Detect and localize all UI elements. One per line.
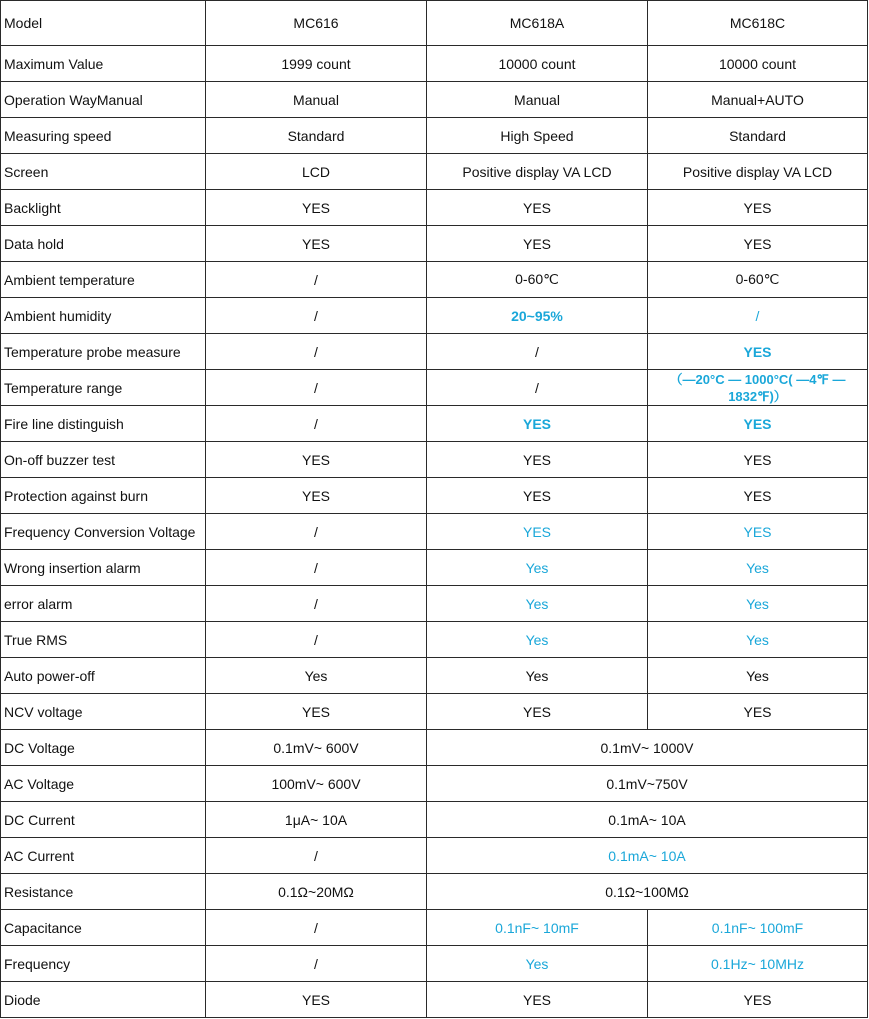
table-row: [1, 946, 868, 982]
spec-cell: /: [206, 298, 427, 334]
spec-cell: YES: [206, 478, 427, 514]
spec-cell: 0.1nF~ 100mF: [648, 910, 868, 946]
spec-cell: Manual: [206, 82, 427, 118]
spec-cell: /: [648, 298, 868, 334]
table-row: [1, 694, 868, 730]
table-row: [1, 622, 868, 658]
spec-cell: LCD: [206, 154, 427, 190]
spec-cell: /: [206, 838, 427, 874]
spec-cell: /: [206, 334, 427, 370]
spec-cell: /: [206, 946, 427, 982]
spec-cell: YES: [648, 406, 868, 442]
spec-cell: 0-60℃: [648, 262, 868, 298]
header-mc616: MC616: [206, 1, 427, 46]
spec-cell: Yes: [427, 946, 648, 982]
row-label: Temperature probe measure: [1, 334, 206, 370]
table-row: [1, 586, 868, 622]
spec-cell: 0.1mA~ 10A: [427, 838, 868, 874]
row-label: Maximum Value: [1, 46, 206, 82]
header-mc618c: MC618C: [648, 1, 868, 46]
row-label: DC Current: [1, 802, 206, 838]
spec-cell: 0.1Ω~100MΩ: [427, 874, 868, 910]
spec-cell: YES: [206, 442, 427, 478]
row-label: Frequency Conversion Voltage: [1, 514, 206, 550]
spec-cell: High Speed: [427, 118, 648, 154]
row-label: Operation WayManual: [1, 82, 206, 118]
table-row: [1, 838, 868, 874]
spec-cell: 10000 count: [648, 46, 868, 82]
spec-cell: /: [427, 334, 648, 370]
row-label: AC Current: [1, 838, 206, 874]
table-row: [1, 298, 868, 334]
table-row: [1, 370, 868, 406]
spec-cell: /: [206, 514, 427, 550]
spec-cell: /: [206, 406, 427, 442]
spec-cell: Manual: [427, 82, 648, 118]
spec-cell: Yes: [427, 622, 648, 658]
spec-cell: YES: [648, 190, 868, 226]
spec-cell: /: [206, 262, 427, 298]
table-row: [1, 190, 868, 226]
table-row: [1, 730, 868, 766]
spec-cell: /: [206, 586, 427, 622]
spec-cell: Yes: [427, 586, 648, 622]
spec-cell: Yes: [648, 622, 868, 658]
table-row: [1, 118, 868, 154]
spec-cell: YES: [206, 694, 427, 730]
spec-cell: 1μA~ 10A: [206, 802, 427, 838]
spec-cell: 0.1nF~ 10mF: [427, 910, 648, 946]
spec-cell: YES: [427, 694, 648, 730]
spec-cell: Standard: [206, 118, 427, 154]
table-row: [1, 658, 868, 694]
table-row: [1, 550, 868, 586]
row-label: Wrong insertion alarm: [1, 550, 206, 586]
spec-cell: Positive display VA LCD: [648, 154, 868, 190]
spec-cell: Yes: [427, 658, 648, 694]
row-label: Data hold: [1, 226, 206, 262]
spec-cell: YES: [648, 982, 868, 1018]
spec-cell: 0-60℃: [427, 262, 648, 298]
spec-cell: Yes: [206, 658, 427, 694]
spec-cell: YES: [648, 694, 868, 730]
row-label: On-off buzzer test: [1, 442, 206, 478]
row-label: Diode: [1, 982, 206, 1018]
row-label: Fire line distinguish: [1, 406, 206, 442]
row-label: DC Voltage: [1, 730, 206, 766]
spec-cell: 0.1mA~ 10A: [427, 802, 868, 838]
table-row: [1, 802, 868, 838]
table-row: [1, 766, 868, 802]
spec-cell: YES: [427, 226, 648, 262]
header-mc618a: MC618A: [427, 1, 648, 46]
spec-cell: YES: [427, 514, 648, 550]
spec-cell: Positive display VA LCD: [427, 154, 648, 190]
spec-cell: Yes: [648, 586, 868, 622]
table-row: [1, 514, 868, 550]
row-label: Screen: [1, 154, 206, 190]
spec-cell: 0.1Hz~ 10MHz: [648, 946, 868, 982]
spec-cell: YES: [648, 478, 868, 514]
table-row: [1, 874, 868, 910]
spec-cell: /: [206, 910, 427, 946]
spec-cell: YES: [427, 478, 648, 514]
spec-cell: YES: [427, 442, 648, 478]
spec-cell: Manual+AUTO: [648, 82, 868, 118]
spec-cell: 1999 count: [206, 46, 427, 82]
spec-cell: YES: [427, 190, 648, 226]
spec-cell: /: [206, 370, 427, 406]
row-label: error alarm: [1, 586, 206, 622]
row-label: Capacitance: [1, 910, 206, 946]
row-label: Temperature range: [1, 370, 206, 406]
table-row: [1, 154, 868, 190]
spec-cell: Yes: [427, 550, 648, 586]
row-label: Frequency: [1, 946, 206, 982]
row-label: AC Voltage: [1, 766, 206, 802]
table-row: [1, 262, 868, 298]
spec-cell: YES: [206, 226, 427, 262]
spec-cell: 0.1Ω~20MΩ: [206, 874, 427, 910]
spec-cell: 100mV~ 600V: [206, 766, 427, 802]
table-row: [1, 982, 868, 1018]
table-row: [1, 910, 868, 946]
spec-cell: /: [427, 370, 648, 406]
spec-cell: YES: [648, 442, 868, 478]
table-row: [1, 442, 868, 478]
spec-cell: 10000 count: [427, 46, 648, 82]
spec-cell: （—20°C — 1000°C( —4℉ —1832℉)）: [648, 370, 868, 406]
spec-cell: Standard: [648, 118, 868, 154]
row-label: True RMS: [1, 622, 206, 658]
table-row: [1, 334, 868, 370]
spec-table-body: [1, 1, 868, 1018]
spec-cell: /: [206, 550, 427, 586]
row-label: Ambient temperature: [1, 262, 206, 298]
row-label: NCV voltage: [1, 694, 206, 730]
spec-cell: 0.1mV~750V: [427, 766, 868, 802]
spec-cell: 0.1mV~ 600V: [206, 730, 427, 766]
table-row: [1, 82, 868, 118]
spec-cell: YES: [648, 334, 868, 370]
table-row: [1, 478, 868, 514]
header-row: [1, 1, 868, 46]
spec-cell: 0.1mV~ 1000V: [427, 730, 868, 766]
row-label: Protection against burn: [1, 478, 206, 514]
spec-cell: YES: [427, 982, 648, 1018]
row-label: Ambient humidity: [1, 298, 206, 334]
spec-cell: YES: [206, 982, 427, 1018]
spec-cell: YES: [206, 190, 427, 226]
table-row: [1, 46, 868, 82]
table-row: [1, 406, 868, 442]
header-model-label: Model: [1, 1, 206, 46]
spec-cell: YES: [648, 226, 868, 262]
row-label: Auto power-off: [1, 658, 206, 694]
table-row: [1, 226, 868, 262]
spec-cell: 20~95%: [427, 298, 648, 334]
spec-cell: Yes: [648, 550, 868, 586]
spec-cell: /: [206, 622, 427, 658]
spec-cell: Yes: [648, 658, 868, 694]
spec-cell: YES: [427, 406, 648, 442]
row-label: Resistance: [1, 874, 206, 910]
spec-cell: YES: [648, 514, 868, 550]
row-label: Backlight: [1, 190, 206, 226]
row-label: Measuring speed: [1, 118, 206, 154]
